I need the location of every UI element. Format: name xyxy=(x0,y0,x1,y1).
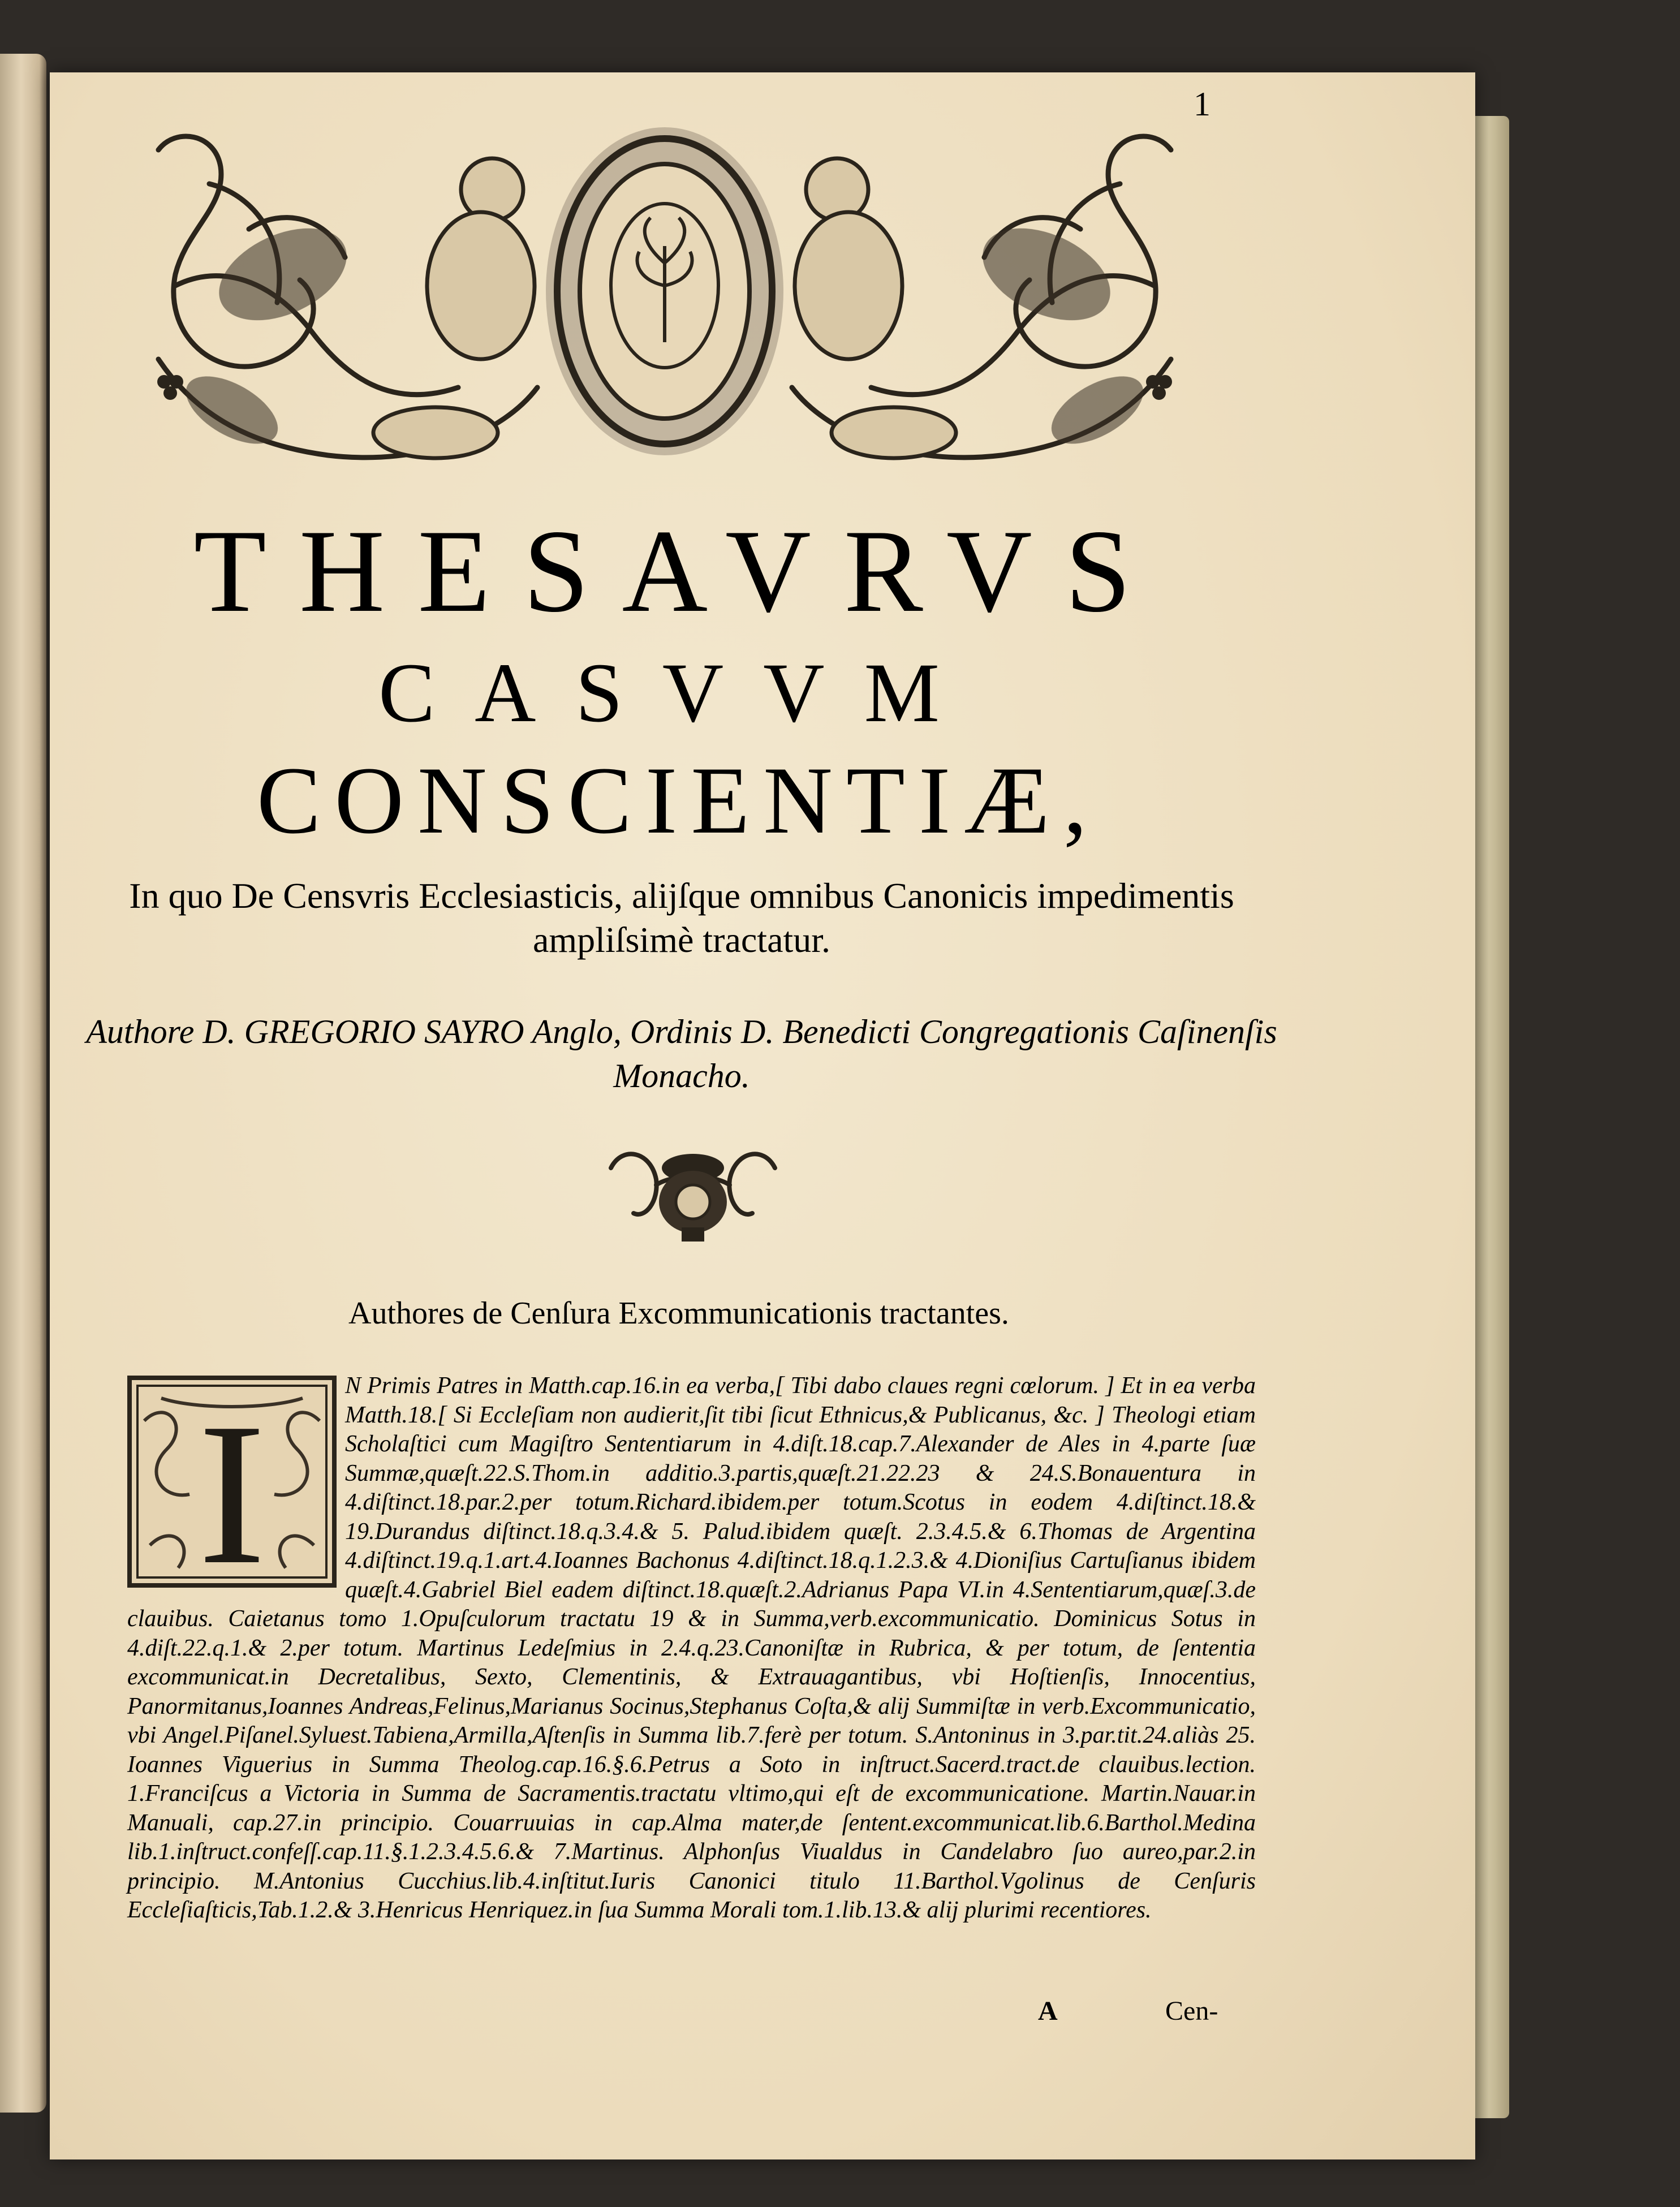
title-line-2: CASVVM xyxy=(378,646,979,740)
body-paragraph: N Primis Patres in Matth.cap.16.in ea verba,[ Tibi dabo claues regni cœlorum. ] Et in ea verba Matth.18.[ Si Eccleſiam non audierit,ſit tibi ſicut Ethnicus,& Publicanus, &c. ] Theologi etiam Scholaſtici cum Magiſtro Sententiarum in 4.diſt.18.cap.7.Alexander de Ales in 4.parte ſuæ Summæ,quæſt.22.S.Thom.in additio.3.partis,quæſt.21.22.23 & 24.S.Bonauentura in 4.diſtinct.18.par.2.per totum.Richard.ibidem.per totum.Scotus in eodem 4.diſtinct.18.& 19.Durandus diſtinct.18.q.3.4.& 5. Palud.ibidem quæſt. 2.3.4.5.& 6.Thomas de Argentina 4.diſtinct.19.q.1.art.4.Ioannes Bachonus 4.diſtinct.18.q.1.2.3.& 4.Dioniſius Cartuſianus ibidem quæſt.4.Gabriel Biel eadem diſtinct.18.quæſt.2.Adrianus Papa VI.in 4.Sententiarum,quæſ.3.de clauibus. Caietanus tomo 1.Opuſculorum tractatu 19 & in Summa,verb.excommunicatio. Dominicus Sotus in 4.diſt.22.q.1.& 2.per totum. Martinus Ledeſmius in 2.4.q.23.Canoniſtæ in Rubrica, & per totum, de ſententia excommunicat.in Decretalibus, Sexto, Clementinis, & Extrauagantibus, vbi Hoſtienſis, Innocentius, Panormitanus,Ioannes Andreas,Felinus,Marianus Socinus,Stephanus Coſta,& alij Summiſtæ in verb.Excommunicatio, vbi Angel.Piſanel.Syluest.Tabiena,Armilla,Aſtenſis in Summa lib.7.ferè per totum. S.Antoninus in 3.par.tit.24.aliàs 25. Ioannes Viguerius in Summa Theolog.cap.16.§.6.Petrus a Soto in inſtruct.Sacerd.tract.de clauibus.lection. 1.Franciſcus a Victoria in Summa de Sacramentis.tractatu vltimo,qui eſt de excommunicatione. Martin.Nauar.in Manuali, cap.27.in principio. Couarruuias in cap.Alma mater,de ſentent.excommunicat.lib.6.Barthol.Medina lib.1.inſtruct.confeſſ.cap.11.§.1.2.3.4.5.6.& 7.Martinus. Alphonſus Viualdus in Candelabro ſuo aureo,par.2.in principio. M.Antonius Cucchius.lib.4.inſtitut.Iuris Canonici titulo 11.Barthol.Vgolinus de Cenſuris Eccleſiaſticis,Tab.1.2.& 3.Henricus Henriquez.in ſua Summa Morali tom.1.lib.13.& alij plurimi recentiores. xyxy=(127,1373,1256,1923)
vase-ornament xyxy=(600,1134,786,1247)
left-page-edge xyxy=(0,54,46,2113)
catchword: Cen- xyxy=(1165,1996,1218,2026)
signature-mark: A xyxy=(1038,1996,1058,2026)
title-line-3: CONSCIENTIÆ, xyxy=(256,747,1101,854)
decorative-headpiece xyxy=(141,116,1188,501)
book-spine xyxy=(1475,116,1509,2118)
subtitle: In quo De Censvris Ecclesiasticis, alijſque omnibus Canonicis impedimentis ampliſsimè tractatur. xyxy=(129,876,1234,960)
drop-cap-letter: I xyxy=(198,1381,266,1588)
author-line: Authore D. GREGORIO SAYRO Anglo, Ordinis D. Benedicti Congregationis Caſinenſis Monacho. xyxy=(86,1013,1277,1094)
page-number: 1 xyxy=(1194,85,1211,123)
title-line-1: THESAVRVS xyxy=(193,506,1164,637)
section-heading: Authores de Cenſura Excommunicationis tractantes. xyxy=(348,1296,1009,1331)
